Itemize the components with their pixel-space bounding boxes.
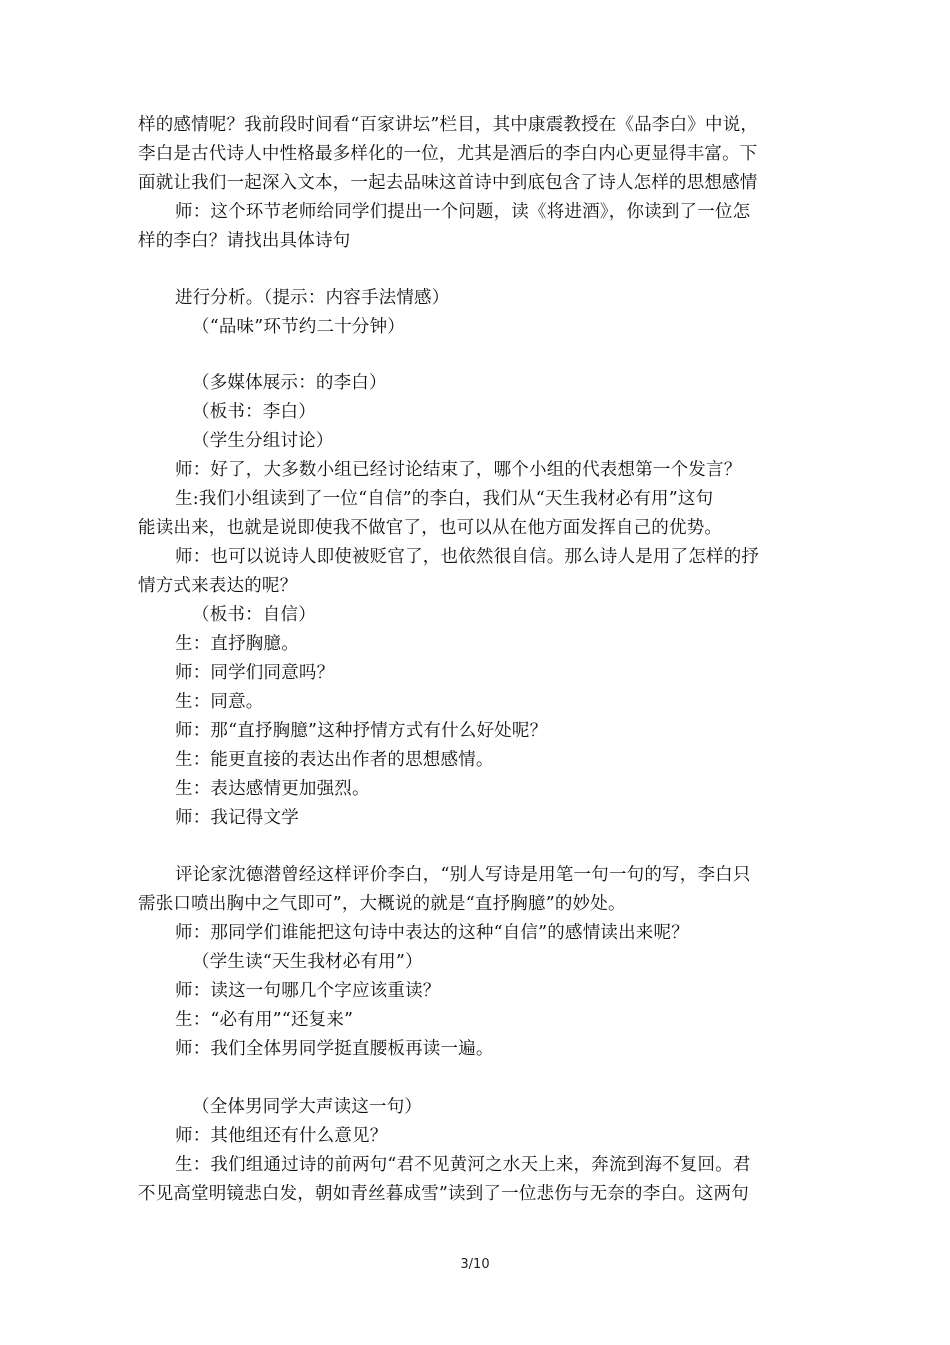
text-line: （学生读“天生我材必有用”） (192, 952, 423, 972)
text-line: 面就让我们一起深入文本，一起去品味这首诗中到底包含了诗人怎样的思想感情 (138, 173, 758, 193)
text-line: 不见高堂明镜悲白发，朝如青丝暮成雪”读到了一位悲伤与无奈的李白。这两句 (138, 1184, 749, 1204)
text-line: 师：那“直抒胸臆”这种抒情方式有什么好处呢？ (175, 721, 548, 741)
text-line: 师：也可以说诗人即使被贬官了，也依然很自信。那么诗人是用了怎样的抒 (175, 547, 760, 567)
text-line: 师：其他组还有什么意见？ (175, 1126, 388, 1146)
page-number: 3/10 (460, 1257, 490, 1272)
text-line: 能读出来，也就是说即使我不做官了，也可以从在他方面发挥自己的优势。 (138, 518, 723, 538)
text-line: 样的李白？请找出具体诗句 (138, 231, 351, 251)
text-line: 评论家沈德潜曾经这样评价李白，“别人写诗是用笔一句一句的写，李白只 (175, 865, 751, 885)
text-line: 生：能更直接的表达出作者的思想感情。 (175, 750, 494, 770)
text-line: 需张口喷出胸中之气即可”，大概说的就是“直抒胸臆”的妙处。 (138, 894, 626, 914)
text-line: 师：同学们同意吗？ (175, 663, 335, 683)
text-line: 生：直抒胸臆。 (175, 634, 299, 654)
text-line: 生：同意。 (175, 692, 264, 712)
text-line: （全体男同学大声读这一句） (192, 1097, 423, 1117)
text-line: 师：那同学们谁能把这句诗中表达的这种“自信”的感情读出来呢？ (175, 923, 689, 943)
text-line: 样的感情呢？我前段时间看“百家讲坛”栏目，其中康震教授在《品李白》中说， (138, 115, 759, 135)
text-line: 师：好了，大多数小组已经讨论结束了，哪个小组的代表想第一个发言？ (175, 460, 742, 480)
text-line: （板书：自信） (192, 605, 316, 625)
text-line: 生：我们组通过诗的前两句“君不见黄河之水天上来，奔流到海不复回。君 (175, 1155, 751, 1175)
text-line: 生：表达感情更加强烈。 (175, 779, 370, 799)
text-line: 师：这个环节老师给同学们提出一个问题，读《将进酒》，你读到了一位怎 (175, 202, 751, 222)
text-line: 生:我们小组读到了一位“自信”的李白，我们从“天生我材必有用”这句 (175, 489, 714, 509)
text-line: 情方式来表达的呢？ (138, 576, 298, 596)
text-line: 师：我们全体男同学挺直腰板再读一遍。 (175, 1039, 494, 1059)
text-line: （多媒体展示：的李白） (192, 373, 387, 393)
text-line: 师：我记得文学 (175, 808, 299, 828)
text-line: （学生分组讨论） (192, 431, 334, 451)
text-line: （“品味”环节约二十分钟） (192, 317, 405, 337)
text-line: （板书：李白） (192, 402, 316, 422)
text-line: 生：“必有用”“还复来” (175, 1010, 354, 1030)
text-line: 李白是古代诗人中性格最多样化的一位，尤其是酒后的李白内心更显得丰富。下 (138, 144, 758, 164)
text-line: 进行分析。（提示：内容手法情感） (175, 288, 450, 308)
text-line: 师：读这一句哪几个字应该重读？ (175, 981, 441, 1001)
